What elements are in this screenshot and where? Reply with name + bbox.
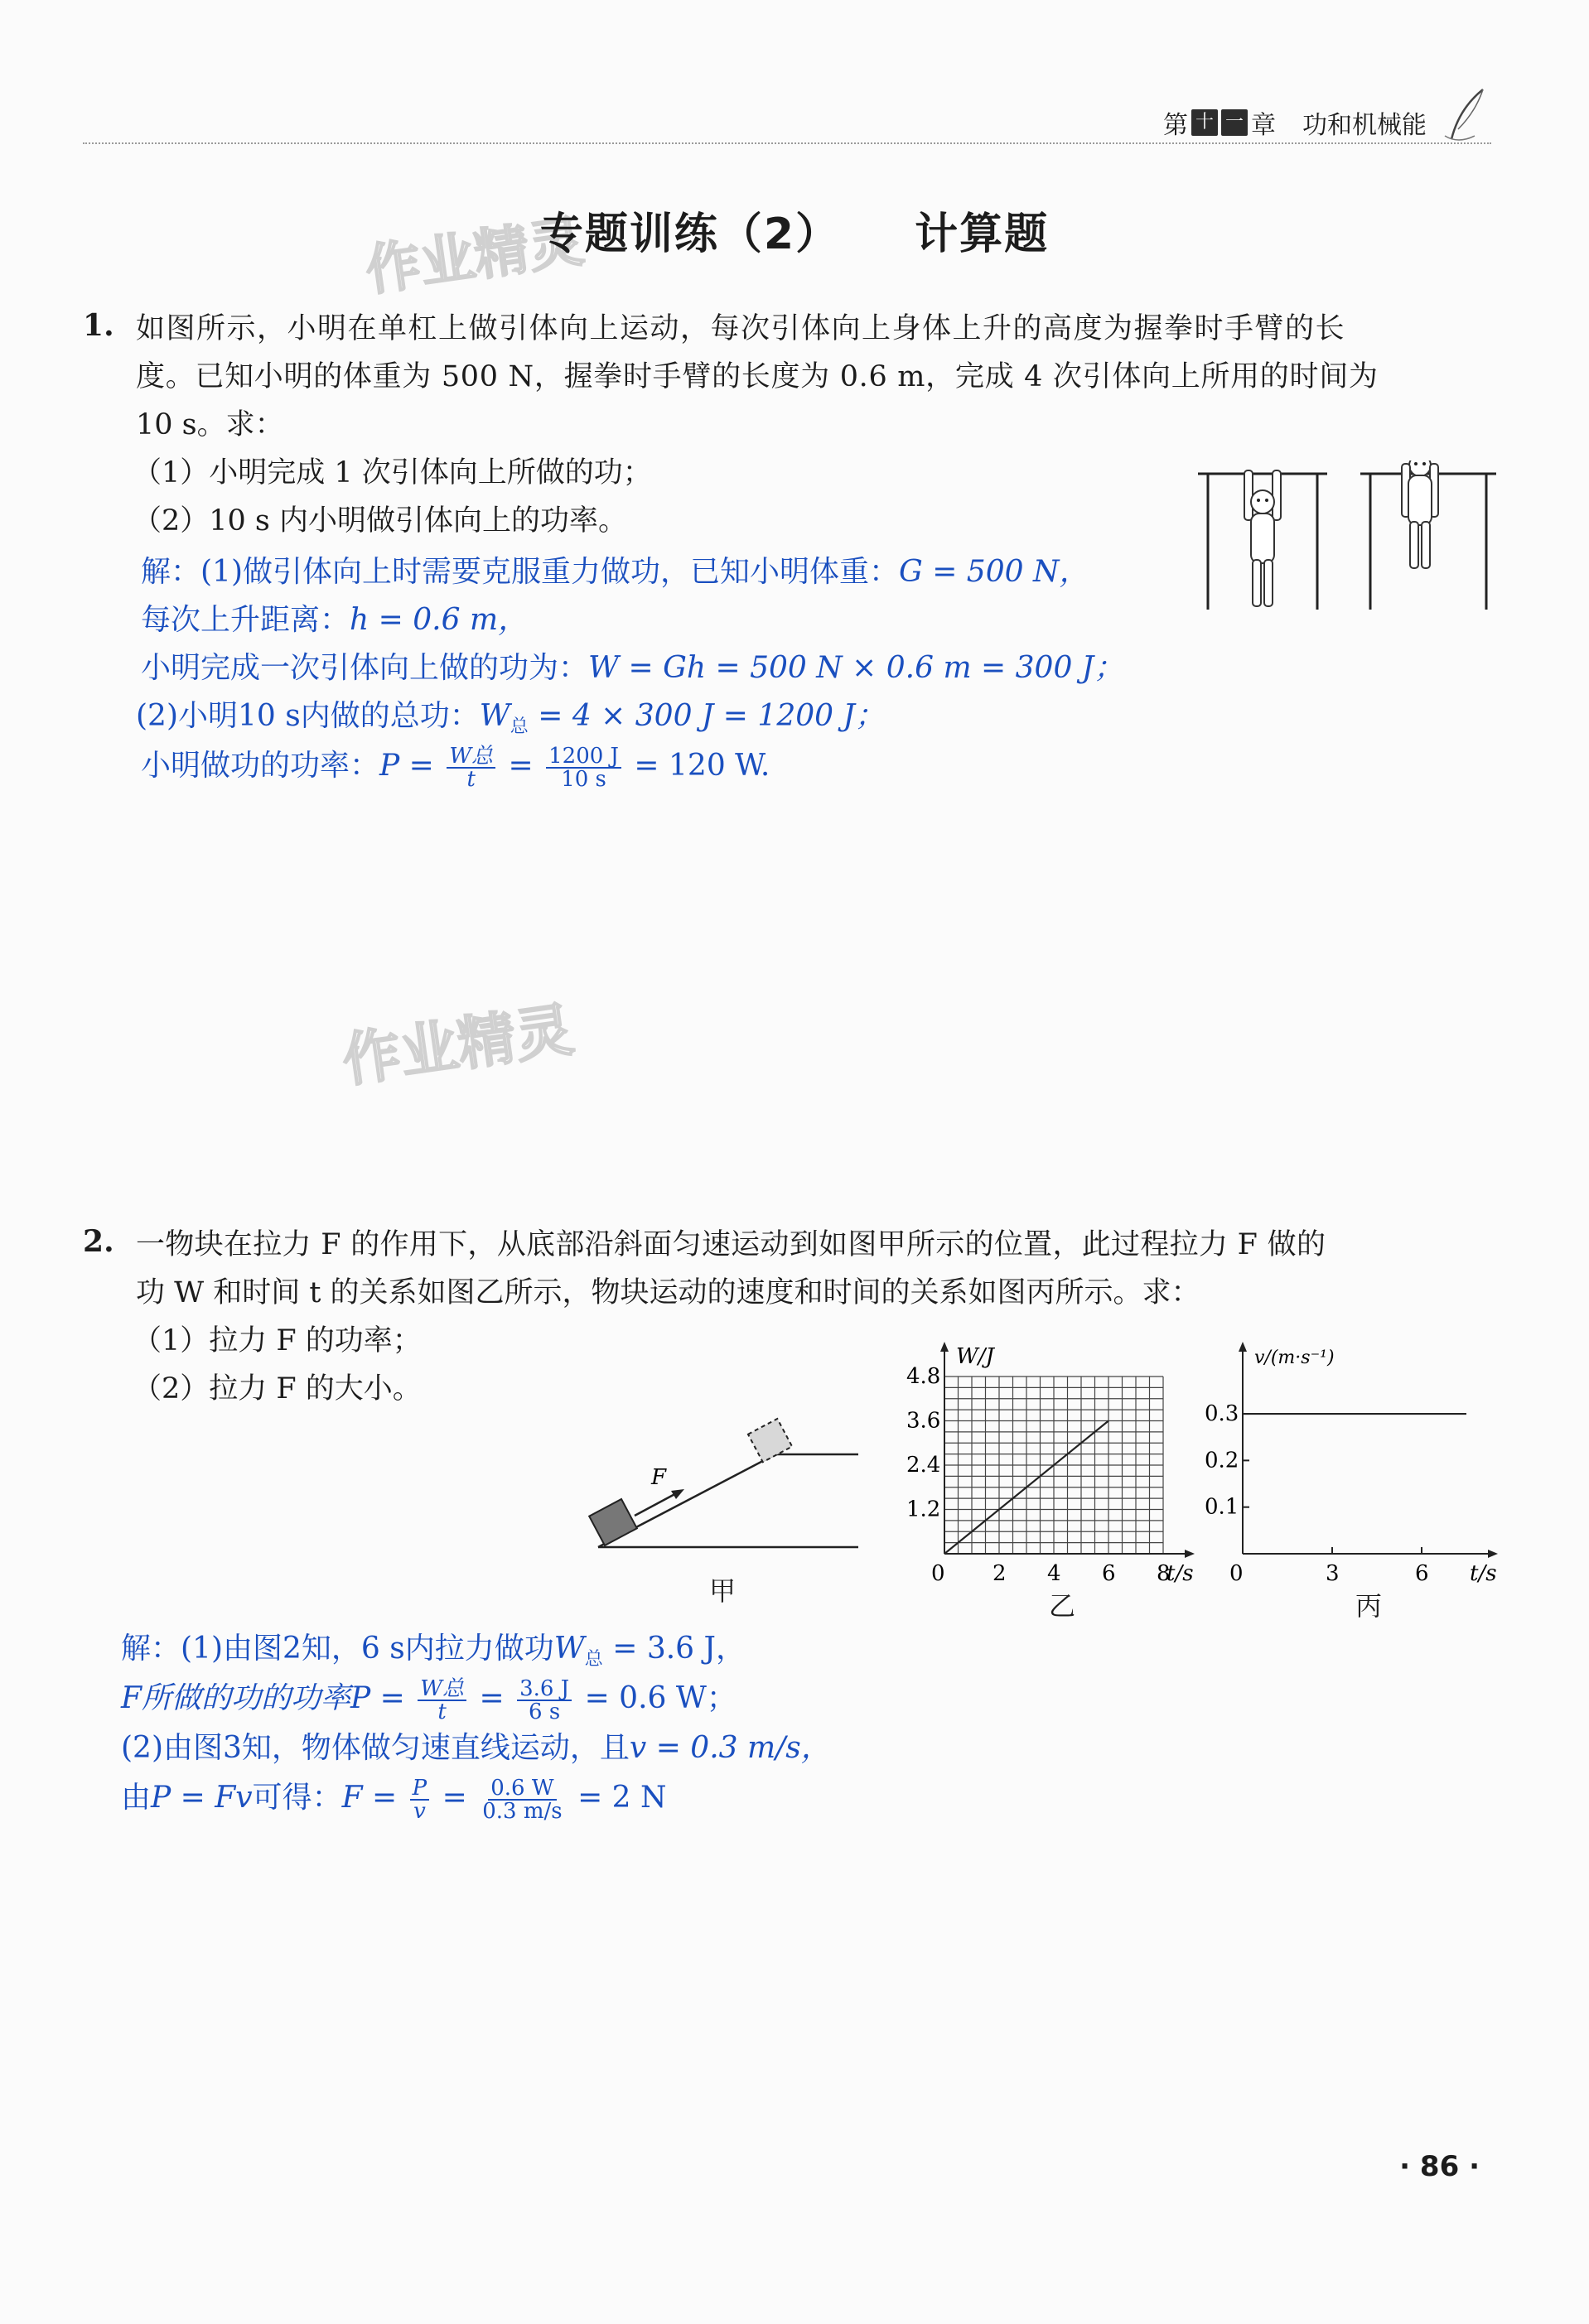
question-part: （1）拉力 F 的功率；	[133, 1324, 422, 1357]
answer-line: (2)小明10 s内做的总功：$W_总 = 4 \times 300$ J = 1200 J；	[136, 699, 885, 738]
x-tick-label: 6	[1415, 1561, 1429, 1586]
answer-line: 小明完成一次引体向上做的功为：W = Gh = 500 N × 0.6 m = 300 J；	[141, 651, 1124, 685]
x-axis-arrow	[1488, 1550, 1498, 1558]
y-tick-label: 0.1	[1205, 1494, 1239, 1520]
work-time-chart	[900, 1330, 1215, 1595]
title-topic: 专题训练（2）	[539, 210, 841, 259]
question-text: 功 W 和时间 t 的关系如图乙所示，物块运动的速度和时间的关系如图丙所示。求：	[136, 1276, 1200, 1309]
y-tick-label: 3.6	[906, 1408, 941, 1434]
question-part: （2）10 s 内小明做引体向上的功率。	[133, 504, 628, 538]
question-number: 2.	[83, 1224, 114, 1259]
page-title	[0, 199, 1589, 261]
y-axis-arrow	[1239, 1342, 1247, 1352]
x-tick-label: 8	[1157, 1561, 1171, 1586]
y-tick-label: 2.4	[906, 1453, 941, 1478]
x-axis-label: t/s	[1166, 1561, 1194, 1586]
chapter-label	[1163, 104, 1427, 141]
x-tick-label: 2	[993, 1561, 1007, 1586]
y-axis-label: v/(m·s⁻¹)	[1254, 1348, 1335, 1368]
x-tick-label: 6	[1102, 1561, 1116, 1586]
chapter-number-b: 一	[1221, 109, 1248, 136]
velocity-time-chart	[1193, 1330, 1508, 1595]
question-text: 度。已知小明的体重为 500 N，握拳时手臂的长度为 0.6 m，完成 4 次引体向上所用的时间为	[136, 360, 1379, 393]
y-tick-label: 1.2	[906, 1497, 941, 1522]
x-tick-label: 0	[931, 1561, 945, 1586]
page-header	[83, 98, 1491, 144]
quill-icon	[1442, 86, 1491, 144]
x-axis-label: t/s	[1470, 1561, 1497, 1586]
page-number: · 86 ·	[1399, 2150, 1480, 2183]
question-text: 10 s。求：	[136, 408, 284, 441]
chapter-prefix: 第	[1162, 111, 1188, 140]
answer-line: 解：(1)由图2知，6 s内拉力做功$W_总 = 3.6$ J，	[121, 1632, 746, 1671]
y-axis-label: W/J	[956, 1344, 994, 1369]
answer-line: 解：(1)做引体向上时需要克服重力做功，已知小明体重：G = 500 N，	[141, 555, 1089, 589]
watermark: 作业精灵	[338, 995, 578, 1096]
question-part: （1）小明完成 1 次引体向上所做的功；	[133, 456, 652, 489]
watermark: 作业精灵	[361, 209, 587, 303]
y-tick-label: 0.2	[1205, 1448, 1239, 1473]
x-tick-label: 4	[1047, 1561, 1061, 1586]
question-part: （2）拉力 F 的大小。	[133, 1372, 422, 1405]
figure-caption-bing: 丙	[1355, 1590, 1383, 1622]
x-tick-label: 0	[1229, 1561, 1244, 1586]
question-number: 1.	[83, 308, 114, 343]
question-text: 如图所示，小明在单杠上做引体向上运动，每次引体向上身体上升的高度为握拳时手臂的长	[136, 312, 1346, 345]
answer-line: (2)由图3知，物体做匀速直线运动，且v = 0.3 m/s，	[121, 1731, 831, 1765]
y-tick-label: 0.3	[1205, 1401, 1239, 1427]
answer-line: 每次上升距离：h = 0.6 m，	[141, 603, 529, 637]
y-tick-label: 4.8	[906, 1364, 941, 1389]
y-axis-arrow	[940, 1342, 949, 1352]
chapter-title: 功和机械能	[1302, 111, 1427, 140]
answer-line: F所做的功的功率P = $\frac{\text{W总}}{t}$ = $\frac{3.6 J}{6 s}$ = 0.6 W；	[121, 1676, 737, 1724]
answer-line: 小明做功的功率：P = $\frac{\text{W总}}{t}$ = $\frac{1200 J}{10 s}$ = 120 W.	[141, 744, 770, 792]
x-tick-label: 3	[1326, 1561, 1340, 1586]
chapter-number-a: 十	[1191, 109, 1218, 136]
figure-caption-jia: 甲	[709, 1575, 737, 1607]
chapter-suffix: 章	[1251, 111, 1276, 140]
pullup-figure	[1196, 460, 1498, 618]
answer-line: 由P = Fv可得：F = $\frac{P}{v}$ = $\frac{0.6 W}{0.3 m/s}$ = 2 N	[121, 1776, 667, 1824]
force-label: F	[651, 1465, 667, 1490]
question-text: 一物块在拉力 F 的作用下，从底部沿斜面匀速运动到如图甲所示的位置，此过程拉力 F 做的	[136, 1228, 1326, 1261]
title-type: 计算题	[915, 210, 1050, 259]
incline-figure	[580, 1408, 870, 1565]
figure-caption-yi: 乙	[1049, 1590, 1076, 1622]
